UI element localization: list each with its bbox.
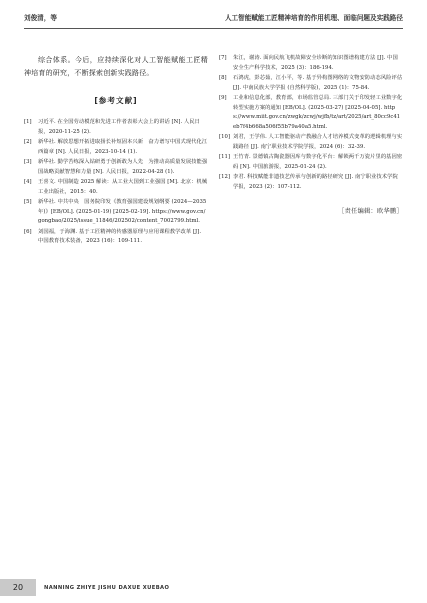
reference-number: [2]	[24, 139, 32, 146]
reference-number: [7]	[219, 55, 227, 61]
reference-number: [12]	[219, 174, 231, 181]
reference-item	[219, 94, 403, 132]
reference-number: [5]	[24, 199, 32, 206]
reference-item	[24, 228, 208, 247]
reference-text: 王喜文. 中国制造 2025 解读：从工业大国到工业强国 [M]. 北京：机械工业出版社，2015：40.	[38, 179, 208, 195]
reference-number: [6]	[24, 228, 32, 235]
reference-item	[24, 138, 208, 157]
reference-item	[24, 198, 208, 227]
reference-number: [11]	[219, 154, 231, 161]
reference-text: 新华社. 勤学苦练深入钻研勇于创新敢为人先 为推动高质量发展技能强国战略贡献智慧和力量 [N]. 人民日报，2022-04-28 (1).	[38, 159, 208, 175]
reference-text: 刘君，王学伟. 人工智能驱动产教融合人才培养模式变革的逻辑机理与实践路径 [J]. 南宁职业技术学院学报，2024 (6)：32-39.	[233, 134, 403, 150]
reference-item	[219, 133, 403, 152]
reference-text: 工业和信息化部，教育部，市场监管总局. 三部门关于印发轻工业数字化转型实施方案的通知 [EB/OL]. (2025-03-27) [2025-04-05]. https://www.miit.gov.cn/zwgk/zcwj/wjfb/tz/art/2025/art_80cc9c41eb7f4b668a506f55b79a40a5.html.	[233, 94, 403, 130]
references-list-left	[24, 118, 208, 247]
reference-text: 习近平. 在全国劳动模范和先进工作者表彰大会上的讲话 [N]. 人民日报，2020-11-25 (2).	[38, 119, 200, 135]
body-paragraph: 综合体系。今后，应持续深化对人工智能赋能工匠精神培育的研究，不断探索创新实践路径。	[24, 56, 208, 77]
reference-item	[219, 173, 403, 192]
left-column	[24, 54, 208, 248]
editor-credit: ［责任编辑：欧华鹏］	[338, 208, 403, 216]
reference-number: [8]	[219, 74, 227, 81]
reference-text: 王竹青. 景德镇古陶瓷器因库与数字化平台：解锁两千万瓷片里的基因密码 [N]. 中国旅游报，2025-01-24 (2).	[233, 154, 403, 170]
reference-text: 新华社. 解放思想开拓进取扬长补短固本兴新 奋力谱写中国式现代化江西篇章 [N]. 人民日报，2023-10-14 (1).	[38, 139, 208, 155]
reference-text: 石鸿虎，彭芯茹，江小平，等. 基于异构图网络的文物安防动态风险评估 [J]. 中南民族大学学报 (自然科学版)，2025 (1)：75-84.	[233, 74, 403, 91]
right-column	[219, 54, 403, 215]
reference-item	[219, 54, 403, 73]
reference-item	[219, 74, 403, 93]
reference-item	[24, 178, 208, 197]
reference-number: [10]	[219, 134, 231, 141]
header-title: 人工智能赋能工匠精神培育的作用机理、面临问题及实践路径	[224, 14, 403, 22]
reference-text: 朱江，谢涛. 面向民航飞机故障安全诊断的知识图谱构建方法 [J]. 中国安全生产科学技术，2025 (3)：186-194.	[233, 55, 398, 71]
reference-text: 新华社. 中共中央 国务院印发《教育强国建设规划纲要 (2024—2035 年)》[EB/OL]. (2025-01-19) [2025-02-19]. https://www.gov.cn/gongbao/2025/issue_11846/202502/content_7002799.html.	[38, 199, 207, 225]
reference-text: 李君. 科技赋能非遗技艺传承与创新的路径研究 [J]. 南宁职业技术学院学报，2023 (2)：107-112.	[233, 174, 398, 190]
footer-journal-name: NANNING ZHIYE JISHU DAXUE XUEBAO	[44, 585, 170, 591]
reference-item	[24, 158, 208, 177]
header-author: 刘俊清，等	[24, 14, 57, 22]
references-heading: [参考文献]	[94, 96, 138, 106]
reference-number: [4]	[24, 179, 32, 186]
page-number: 20	[12, 583, 24, 592]
references-list-right	[219, 54, 403, 192]
reference-item	[219, 153, 403, 172]
reference-item	[24, 118, 208, 137]
reference-number: [3]	[24, 159, 32, 166]
reference-text: 刘国福，于海渊. 基于工匠精神的传感器原理与应用课程教学改革 [J]. 中国教育技术装备，2023 (16)：109-111.	[38, 228, 202, 245]
reference-number: [9]	[219, 94, 227, 101]
running-header	[24, 8, 403, 26]
reference-number: [1]	[24, 119, 32, 126]
header-divider	[24, 28, 403, 29]
